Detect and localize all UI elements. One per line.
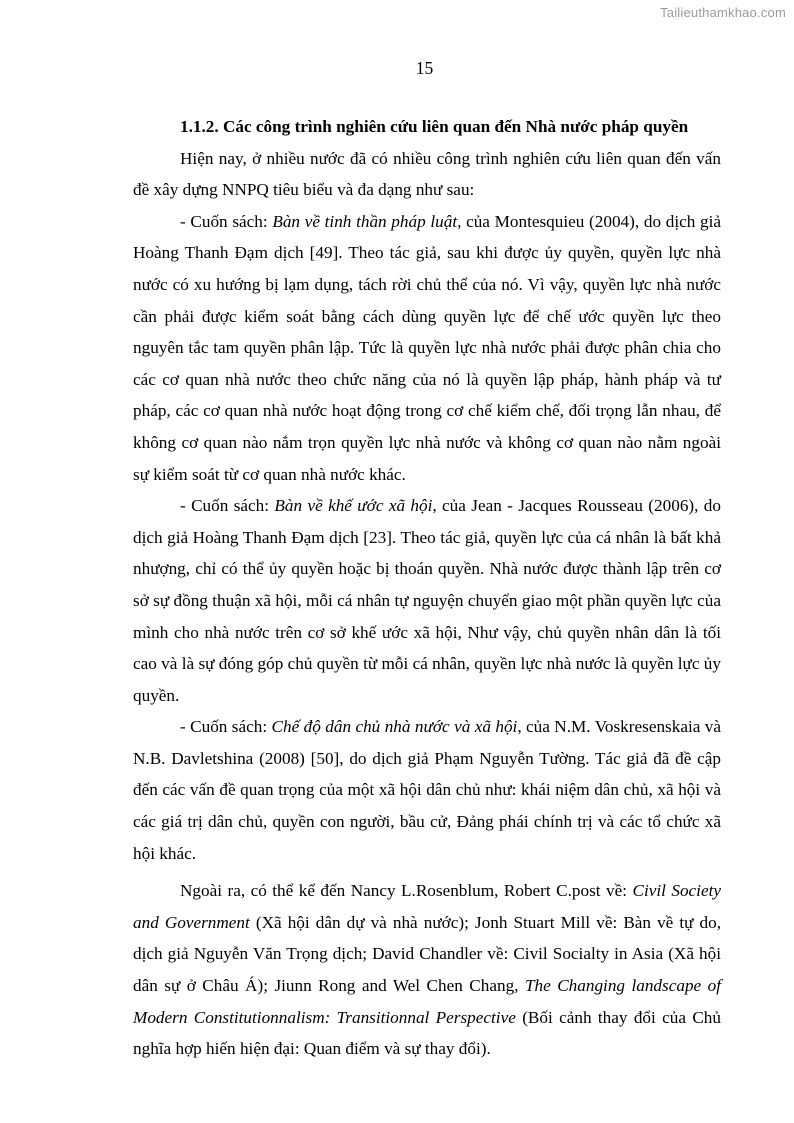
section-heading: 1.1.2. Các công trình nghiên cứu liên quan đến Nhà nước pháp quyền	[180, 117, 689, 136]
book-2-body: , của Jean - Jacques Rousseau (2006), do dịch giả Hoàng Thanh Đạm dịch [23]. Theo tác giả, quyền lực của cá nhân là bất khả nhượng, chỉ có thể ủy quyền hoặc bị thoán quyền. Nhà nước được thành lập trên cơ sở sự đồng thuận xã hội, mỗi cá nhân tự nguyện chuyển giao một phần quyền lực của mình cho nhà nước trên cơ sở khế ước xã hội, Như vậy, chủ quyền nhân dân là tối cao và là sự đóng góp chủ quyền từ mỗi cá nhân, quyền lực nhà nước là quyền lực ủy quyền.	[133, 496, 721, 705]
other-works-part-2: (Xã hội dân dự và nhà nước); Jonh Stuart Mill về: Bàn về tự do, dịch giả Nguyễn Văn Trọng dịch; David Chandler về: Civil Socialty in Asia (Xã hội dân sự ở Châu Á); Jiunn Rong and Wel Chen Chang,	[133, 912, 721, 996]
other-works-paragraph	[133, 875, 721, 1065]
book-3-prefix: - Cuốn sách:	[180, 717, 272, 737]
book-1-prefix: - Cuốn sách:	[180, 211, 273, 231]
intro-paragraph: Hiện nay, ở nhiều nước đã có nhiều công trình nghiên cứu liên quan đến vấn đề xây dựng NNPQ tiêu biểu và đa dạng như sau:	[133, 148, 721, 200]
other-works-part-3: (Bối cảnh thay đổi của Chủ nghĩa hợp hiến hiện đại: Quan điểm và sự thay đổi).	[133, 1007, 721, 1059]
book-1-body: , của Montesquieu (2004), do dịch giả Hoàng Thanh Đạm dịch [49]. Theo tác giả, sau khi được ủy quyền, quyền lực nhà nước có xu hướng bị lạm dụng, tách rời chủ thể của nó. Vì vậy, quyền lực nhà nước cần phải được kiểm soát bằng cách dùng quyền lực để chế ước quyền lực theo nguyên tắc tam quyền phân lập. Tức là quyền lực nhà nước phải được phân chia cho các cơ quan nhà nước theo chức năng của nó là quyền lập pháp, hành pháp và tư pháp, các cơ quan nhà nước hoạt động trong cơ chế kiểm chế, đối trọng lẫn nhau, để không cơ quan nào nắm trọn quyền lực nhà nước và không cơ quan nào nằm ngoài sự kiểm soát từ cơ quan nhà nước khác.	[133, 211, 721, 484]
book-3-body: , của N.M. Voskresenskaia và N.B. Davletshina (2008) [50], do dịch giả Phạm Nguyễn Tường. Tác giả đã đề cập đến các vấn đề quan trọng của một xã hội dân chủ như: khái niệm dân chủ, xã hội và các giá trị dân chủ, quyền con người, bầu cử, Đảng phái chính trị và các tổ chức xã hội khác.	[133, 717, 721, 863]
book-2-title: Bàn về khế ước xã hội	[274, 496, 433, 516]
book-paragraph-2	[133, 490, 721, 711]
book-3-title: Chế độ dân chủ nhà nước và xã hội	[271, 717, 518, 737]
book-1-title: Bàn về tinh thần pháp luật	[272, 211, 458, 231]
book-paragraph-3	[133, 711, 721, 869]
document-body	[133, 111, 721, 1065]
other-works-title-2: The Changing landscape of Modern Constitutionnalism: Transitionnal Perspective	[133, 976, 721, 1027]
watermark: Tailieuthamkhao.com	[660, 5, 786, 20]
book-paragraph-1	[133, 206, 721, 490]
book-2-prefix: - Cuốn sách:	[180, 496, 275, 516]
other-works-part-1: Ngoài ra, có thể kể đến Nancy L.Rosenblum, Robert C.post về:	[180, 881, 633, 901]
other-works-title-1: Civil Society and Government	[133, 881, 721, 932]
page-number: 15	[415, 58, 434, 78]
